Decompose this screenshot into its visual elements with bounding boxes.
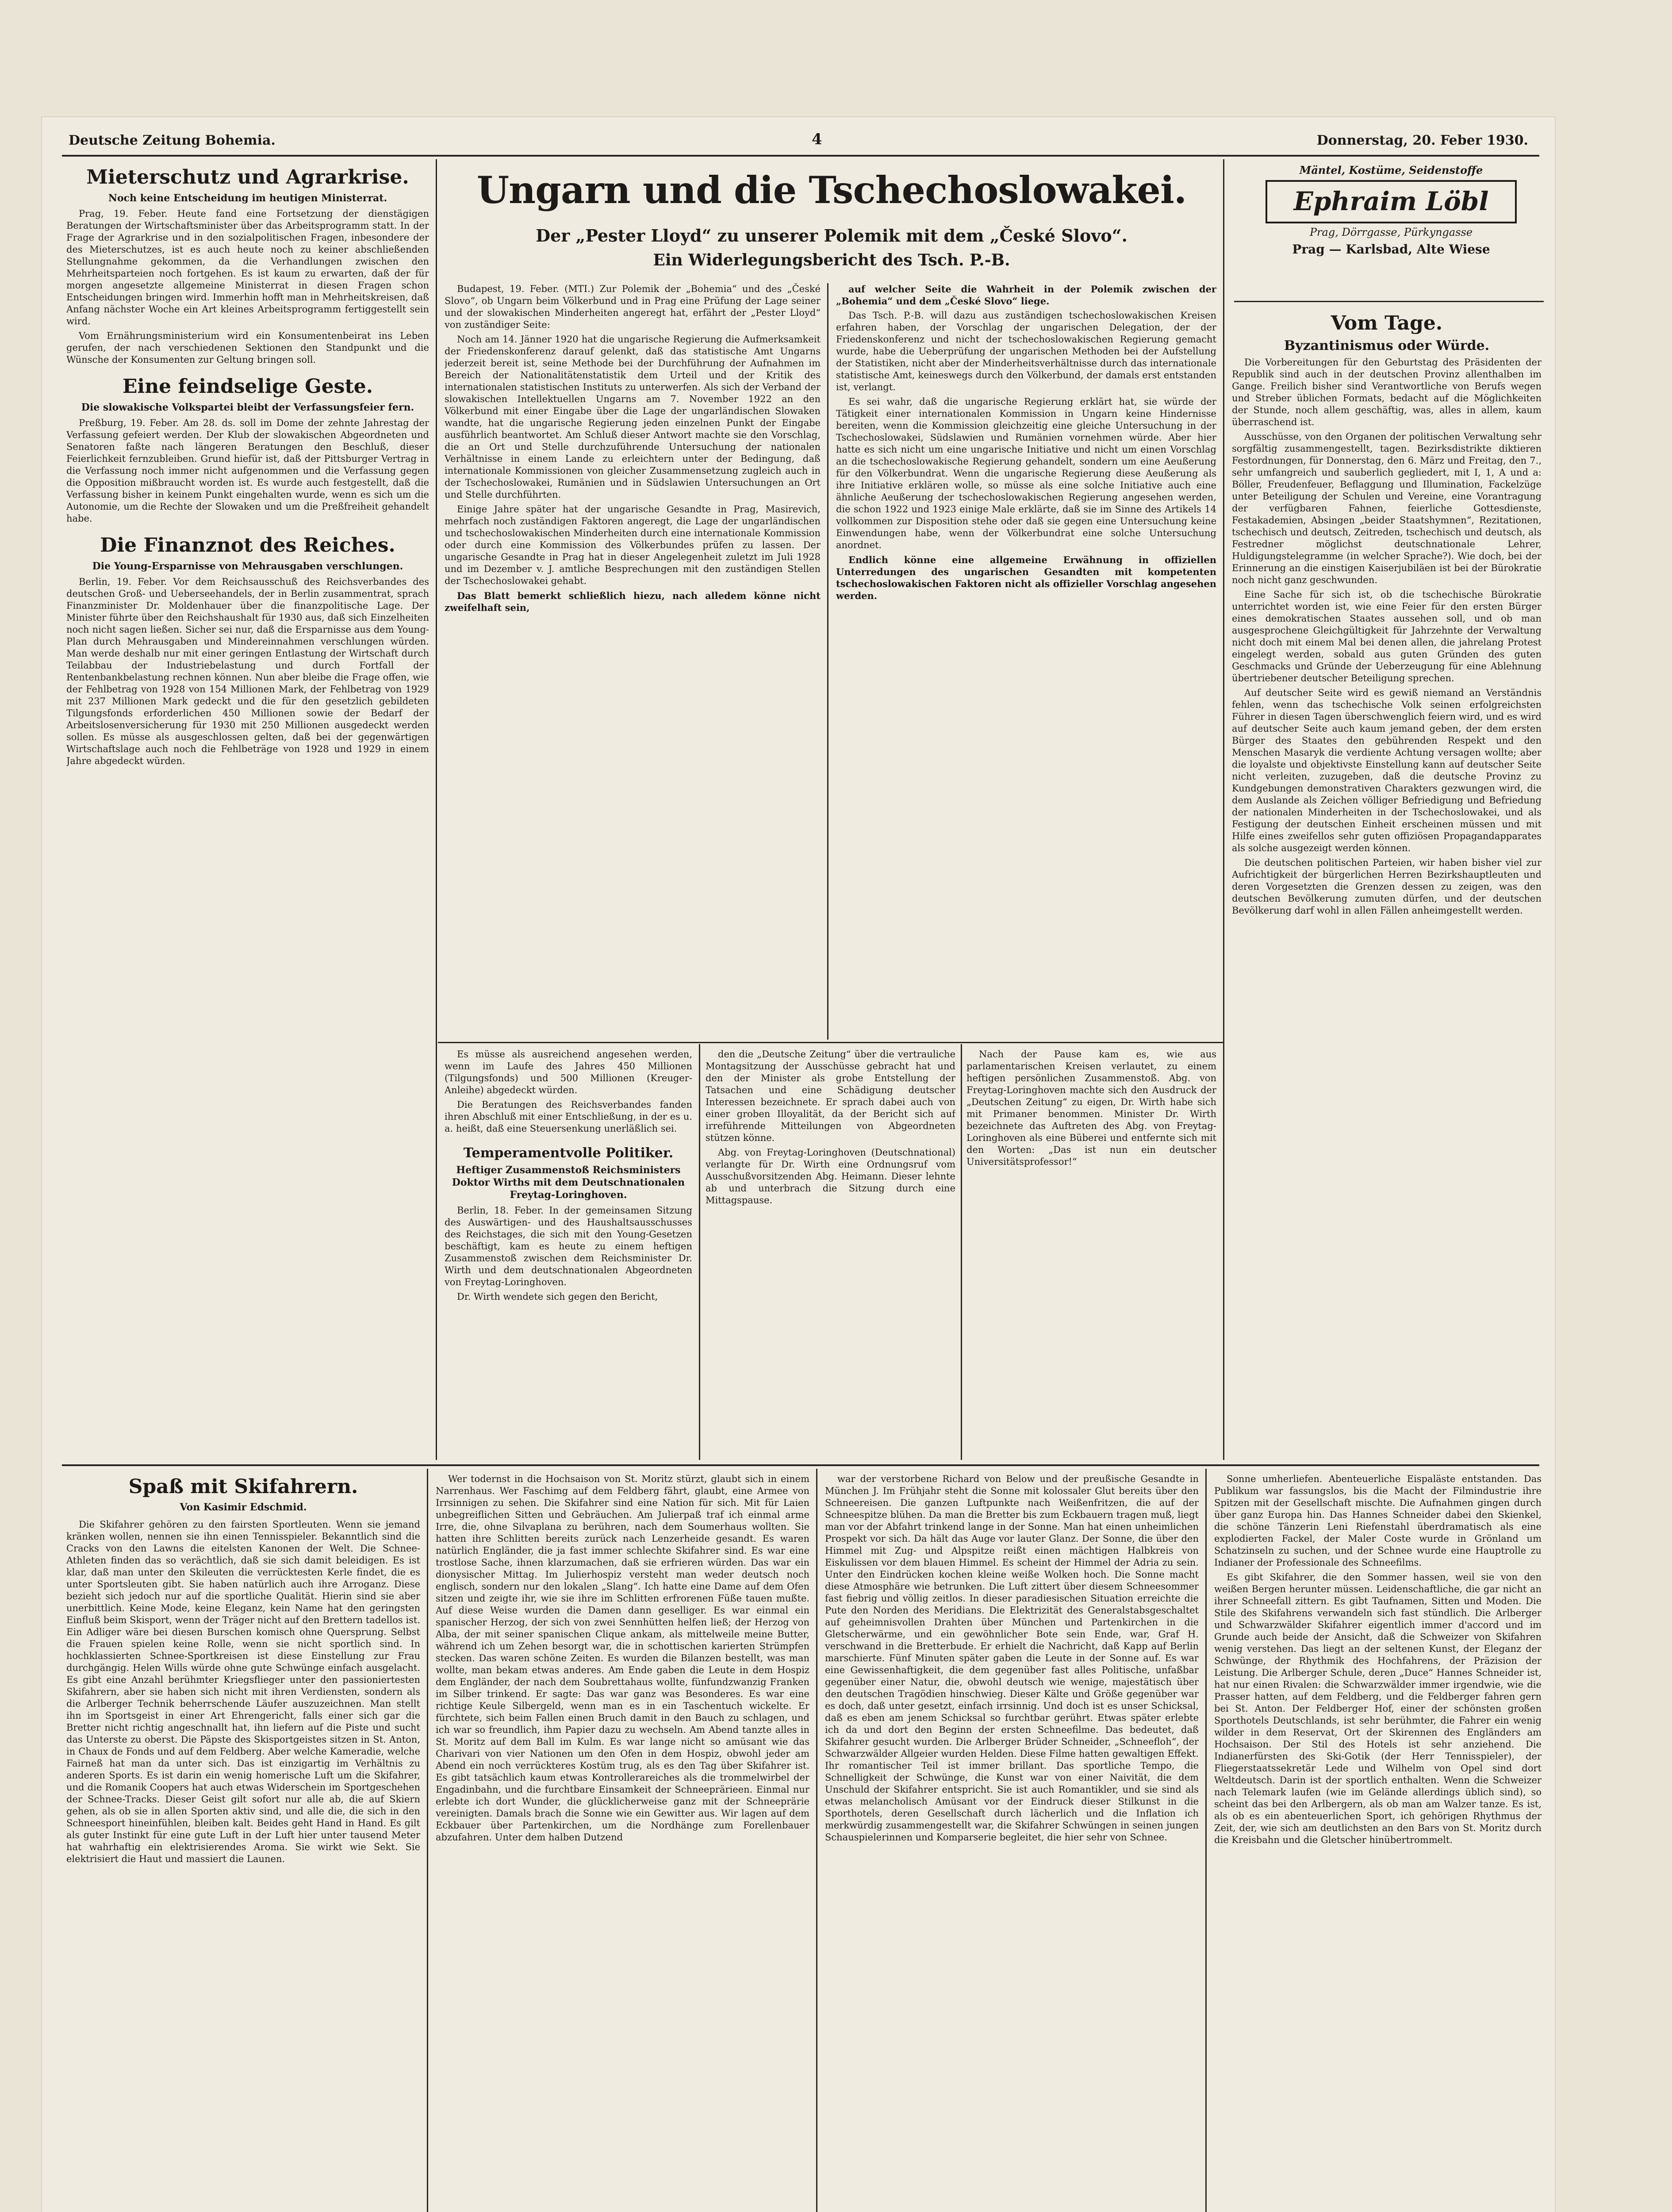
article-paragraph: Eine Sache für sich ist, ob die tschechische Bürokratie unterrichtet worden ist, wie eine Feier für den ersten Bürger eines demokratischen Staates aussehen soll, und ob man ausgesprochene Gleichgültigkeit für Jahrzehnte der Verwaltung nicht doch mit einem Mal bei denen allen, die jahrelang Protest eingelegt werden, sobald aus guten Gründen des guten Geschmacks und Gründe der Ueberzeugung für eine Ablehnung übertriebener deutscher Beteiligung sprechen. xyxy=(1232,589,1542,684)
feuilleton-column-1 xyxy=(66,1473,420,2212)
article-paragraph: Die deutschen politischen Parteien, wir haben bisher viel zur Aufrichtigkeit der bürgerlichen Herren Bezirkshauptleuten und deren Vorgesetzten die Grenzen dessen zu zeigen, was den deutschen Bevölkerung zumuten dürfen, und der deutschen Bevölkerung darf wohl in allen Fällen anheimgestellt werden. xyxy=(1232,857,1542,916)
article-paragraph: Die Skifahrer gehören zu den fairsten Sportleuten. Wenn sie jemand kränken wollen, nennen sie ihn einen Tennisspieler. Bekanntlich sind die Cracks von den Lawns die eitelsten Kanonen der Welt. Die Schnee-Athleten finden das so verächtlich, daß sie sich damit beleidigen. Es ist klar, daß man unter den Skileuten die verrücktesten Kerle findet, die es unter Sportsleuten gibt. Sie haben natürlich auch ihre Arroganz. Diese bezieht sich jedoch nur auf die sportliche Qualität. Hierin sind sie aber unerbittlich. Keine Mode, keine Eleganz, kein Name hat den geringsten Einfluß beim Skisport, wenn der Träger nicht auf den Brettern tadellos ist. Ein Adliger wäre bei diesen Burschen komisch ohne Quersprung. Selbst die Frauen spielen keine Rolle, wenn sie nicht sportlich sind. In hochklassierten Schnee-Sportkreisen ist diese Einstellung zur Frau durchgängig. Helen Wills würde ohne gute Schwünge einfach ausgelacht. Es gibt eine Anzahl berühmter Kriegsflieger unter den passioniertesten Skifahrern, aber sie haben sich nicht mit ihren Verdiensten, sondern als die Arlberger Technik beherrschende Läufer auszuzeichnen. Man stellt ihn im Sportsgeist in einer Art Ehrengericht, falls einer sich gar die Bretter nicht richtig angeschnallt hat, ihn liefern auf die Piste und sucht das Unterste zu oberst. Die Päpste des Skisportgeistes sitzen in St. Anton, in Chaux de Fonds und auf dem Feldberg. Aber welche Kameradie, welche Fairneß hat man da unter sich. Das ist einzigartig im Verhältnis zu anderen Sports. Es ist darin ein wenig homerische Luft um die Skifahrer, und die Romanik Coopers hat auch etwas Widerschein im Sportgeschehen der Schnee-Tracks. Dieser Geist gilt sofort nur alle ab, die auf Skiern gehen, als ob sie in allen Sporten aktiv sind, und alle die, die sich in den Schneesport hineinfühlen, bleiben kalt. Beides geht Hand in Hand. Es gilt als guter Instinkt für eine gute Luft in der Luft hier unter tausend Meter hat wahrhaftig ein elektrisierendes Aroma. Sie wirkt wie Sekt. Sie elektrisiert die Haut und massiert die Launen. xyxy=(66,1519,420,1864)
subhead-vom-tage: Byzantinismus oder Würde. xyxy=(1284,338,1490,353)
article-paragraph: Vom Ernährungsministerium wird ein Konsumentenbeirat ins Leben gerufen, der nach verschiedenen Sektionen den Standpunkt und die Wünsche der Konsumenten zur Geltung bringen soll. xyxy=(66,330,429,365)
mid-band-rule xyxy=(438,1042,1223,1043)
column-1 xyxy=(66,164,429,1460)
article-paragraph: Berlin, 19. Feber. Vor dem Reichsausschuß des Reichsverbandes des deutschen Groß- und Ueberseehandels, der in Berlin zusammentrat, sprach Finanzminister Dr. Moldenhauer über die finanzpolitische Lage. Der Minister führte über den Reichshaushalt für 1930 aus, daß sich Einzelheiten noch nicht sagen ließen. Sicher sei nur, daß die Ersparnisse aus dem Young-Plan durch Mehrausgaben und Mindereinnahmen verschlungen würden. Man werde deshalb nur mit einer geringen Entlastung der Wirtschaft durch Teilabbau der Industriebelastung und durch Fortfall der Rentenbankbelastung rechnen können. Nun aber bleibe die Frage offen, wie der Fehlbetrag von 1928 von 154 Millionen Mark, der Fehlbetrag von 1929 mit 237 Millionen Mark gedeckt und die für den gesetzlich gebildeten Tilgungsfonds erforderlichen 450 Millionen sowie der Bedarf der Arbeitslosenversicherung für 1930 mit 250 Millionen ausgedeckt werden sollen. Es müsse als ausgeschlossen gelten, daß bei der gegenwärtigen Wirtschaftslage auch noch die Fehlbeträge von 1928 und 1929 in einem Jahre abgedeckt würden. xyxy=(66,576,429,766)
byline: Von Kasimir Edschmid. xyxy=(180,1502,307,1513)
headline-vom-tage: Vom Tage. xyxy=(1331,312,1443,334)
article-paragraph: den die „Deutsche Zeitung“ über die vertrauliche Montagsitzung der Ausschüsse gebracht hat und den der Minister als grobe Entstellung der Tatsachen und eine Schädigung deutscher Interessen bezeichnete. Er sprach dabei auch von einer groben Illoyalität, da der Bericht sich auf irreführende Mitteilungen von Abgeordneten stützen könne. xyxy=(706,1049,955,1143)
ad-cities: Prag — Karlsbad, Alte Wiese xyxy=(1292,242,1490,257)
lead-column-left xyxy=(445,283,821,1035)
headline-spass-mit-skifahrern: Spaß mit Skifahrern. xyxy=(128,1475,358,1498)
masthead-paper-name: Deutsche Zeitung Bohemia. xyxy=(69,133,276,148)
ad-address: Prag, Dörrgasse, Pürkyngasse xyxy=(1309,226,1473,238)
article-paragraph: Abg. von Freytag-Loringhoven (Deutschnational) verlangte für Dr. Wirth eine Ordnungsruf vom Ausschußvorsitzenden Abg. Heimann. Dieser lehnte ab und unterbrach die Sitzung durch eine Mittagspause. xyxy=(706,1147,955,1206)
center-mid-rule xyxy=(827,283,828,1040)
article-paragraph: Prag, 19. Feber. Heute fand eine Fortsetzung der dienstägigen Beratungen der Wirtschaftsminister über das Arbeitsprogramm statt. In der Frage der Agrarkrise und in den sozialpolitischen Fragen, inbesondere der des Mieterschutzes, ist es auch heute noch zu keiner abschließenden Stellungnahme gekommen, da die Verhandlungen zwischen den Mehrheitsparteien noch fortgehen. Es ist kaum zu erwarten, daß der für morgen angesetzte allgemeine Ministerrat in diesen Fragen schon Entscheidungen bringen wird. Immerhin hofft man in Mehrheitskreisen, daß Anfang nächster Woche ein Art kleines Arbeitsprogramm fertiggestellt sein wird. xyxy=(66,208,429,326)
feuilleton-column-3 xyxy=(825,1473,1199,2212)
ad-rule xyxy=(1234,301,1544,302)
column-rule-2 xyxy=(1223,159,1224,1460)
bottom-col-rule-1 xyxy=(427,1469,428,2212)
article-paragraph: Berlin, 18. Feber. In der gemeinsamen Sitzung des Auswärtigen- und des Haushaltsausschusses des Reichstages, die sich mit den Young-Gesetzen beschäftigt, kam es heute zu einem heftigen Zusammenstoß zwischen dem Reichsminister Dr. Wirth und dem deutschnationalen Abgeordneten von Freytag-Loringhoven. xyxy=(445,1205,692,1287)
masthead-rule xyxy=(62,155,1539,157)
article-paragraph: Preßburg, 19. Feber. Am 28. ds. soll im Dome der zehnte Jahrestag der Verfassung gefeiert werden. Der Klub der slowakischen Abgeordneten und Senatoren faßte nach längeren Beratungen den Beschluß, dieser Feierlichkeit fernzubleiben. Grund hiefür ist, daß der Pittsburger Vertrag in die Verfassung noch immer nicht aufgenommen und die Verfassung gegen die Opposition mißbraucht worden ist. Es wurde auch festgestellt, daß die Verfassung bisher in keinem Punkt eingehalten wurde, wenn es sich um die Autonomie, um die Rechte der Slowaken und um die Preßfreiheit gehandelt habe. xyxy=(66,418,429,524)
article-paragraph: Das Tsch. P.-B. will dazu aus zuständigen tschechoslowakischen Kreisen erfahren haben, der Vorschlag der ungarischen Delegation, der der Friedenskonferenz und nicht der tschechoslowakischen Regierung gemacht wurde, habe die Ueberprüfung der ungarischen Methoden bei der Aufstellung der Statistiken, nicht aber der Minderheitsverhältnisse durch das internationale statistische Amt, keineswegs durch den Völkerbund, der damals erst entstanden ist, verlangt. xyxy=(836,310,1216,392)
ad-tagline: Mäntel, Kostüme, Seidenstoffe xyxy=(1299,164,1483,177)
bottom-band-rule xyxy=(62,1464,1539,1466)
article-paragraph: Auf deutscher Seite wird es gewiß niemand an Verständnis fehlen, wenn das tschechische Volk seinen erfolgreichsten Führer in diesen Tagen überschwenglich feiern wird, und es wird auf deutscher Seite auch kaum jemand geben, der dem ersten Bürger des Staates den gebührenden Respekt und den Menschen Masaryk die verdiente Achtung versagen wollte; aber die loyalste und objektivste Einstellung kann auf deutscher Seite nicht verleiten, zuzugeben, daß die deutsche Provinz zu Kundgebungen demonstrativen Charakters gezwungen wird, die dem Auslande als Zeichen völliger Befriedigung und Befriedung der nationalen Minderheiten in der Tschechoslowakei, und als Festigung der deutschen Einheit erscheinen müssen und mit Hilfe eines zweifellos sehr guten offiziösen Propagandapparates als solche ausgezeigt werden können. xyxy=(1232,687,1542,853)
subhead-temperamentvolle-politiker: Heftiger Zusammenstoß Reichsministers Doktor Wirths mit dem Deutschnationalen Freytag-Loringhoven. xyxy=(452,1164,685,1201)
page-number: 4 xyxy=(812,131,822,148)
article-paragraph: Endlich könne eine allgemeine Erwähnung in offiziellen Unterredungen des ungarischen Gesandten mit kompetenten tschechoslowakischen Faktoren nicht als offizieller Vorschlag angesehen werden. xyxy=(836,554,1216,601)
masthead xyxy=(42,128,1555,155)
mid-band-col-rule-b xyxy=(961,1044,962,1460)
ad-logo: Ephraim Löbl xyxy=(1266,180,1517,223)
article-paragraph: auf welcher Seite die Wahrheit in der Polemik zwischen der „Bohemia“ und dem „České Slovo“ liege. xyxy=(836,284,1216,307)
article-paragraph: Einige Jahre später hat der ungarische Gesandte in Prag, Masirevich, mehrfach noch zuständigen Faktoren angeregt, die Lage der ungarländischen und tschechoslowakischen Minderheiten durch eine internationale Kommission oder durch eine Kommission des Völkerbundes prüfen zu lassen. Der ungarische Gesandte in Prag hat in dieser Angelegenheit zuletzt im Juli 1928 und im Dezember v. J. amtliche Besprechungen mit den zuständigen Stellen der Tschechoslowakei gehabt. xyxy=(445,504,821,586)
subhead-finanznot: Die Young-Ersparnisse von Mehrausgaben verschlungen. xyxy=(92,561,403,572)
headline-finanznot: Die Finanznot des Reiches. xyxy=(100,534,395,557)
masthead-date: Donnerstag, 20. Feber 1930. xyxy=(1316,133,1528,148)
article-paragraph: Noch am 14. Jänner 1920 hat die ungarische Regierung die Aufmerksamkeit der Friedenskonferenz darauf gelenkt, daß das statistische Amt Ungarns jederzeit bereit ist, seine Methode bei der Durchführung der Aufnahmen im Bereich der Nationalitätenstatistik dem Urteil und der Kritik des internationalen statistischen Instituts zu unterwerfen. Als sich der Verband der slowakischen Intellektuellen Ungarns am 7. November 1922 an den Völkerbund mit einer Eingabe über die Lage der ungarländischen Slowaken wandte, hat die ungarische Regierung jeden einzelnen Punkt der Eingabe ausführlich beantwortet. Am Schluß dieser Antwort machte sie den Vorschlag, die an Ort und Stelle durchzuführende Untersuchung der nationalen Verhältnisse in einem Lande zu erleichtern unter der Bedingung, daß internationale Kommissionen von gleicher Zusammensetzung zugleich auch in der Tschechoslowakei, Rumänien und in Südslawien Untersuchungen an Ort und Stelle durchführten. xyxy=(445,334,821,500)
article-paragraph: war der verstorbene Richard von Below und der preußische Gesandte in München J. Im Frühjahr steht die Sonne mit kolossaler Glut bereits über den Schneereisen. Die ganzen Luftpunkte nach Weißenfritzen, die auf der Schneespitze blühen. Da man die Bretter bis zum Eckbauern tragen muß, liegt man vor der Abfahrt trinkend lange in der Sonne. Man hat einen unheimlichen Prospekt vor sich. Da hält das Auge vor lauter Glanz. Der Sonne, die über den Himmel mit Zug- und Alpspitze reißt einen mächtigen Halbkreis von Eiskulissen vor dem blauen Himmel. Es scheint der Himmel der Adria zu sein. Unter den Eindrücken kochen kleine weiße Wolken hoch. Die Sonne macht diese Atmosphäre wie betrunken. Die Luft zittert über diesem Schneesommer fast fiebrig und völlig zeitlos. In dieser paradiesischen Situation erreichte die Pute den Norden des Meridians. Die Elektrizität des Generalstabsgeschaltet auf geheimnisvollen Drahten über München und Partenkirchen in die Gletscherwärme, und ein gewöhnlicher Bote sein Ende, war, Graf H. verschwand in die Bretterbude. Er erhielt die Nachricht, daß Kapp auf Berlin marschierte. Fünf Minuten später gaben die Leute in der Sonne auf. Es war eine Gewissenhaftigkeit, die dem gegenüber fast alles Politische, unfaßbar gegenüber einer Natur, die, obwohl deutsch wie wenige, majestätisch über den deutschen Tragödien hinschwieg. Dieser Kälte und Größe gegenüber war es doch, daß unter gesetzt, einfach irrsinnig. Und doch ist es unser Schicksal, daß es eben am jenem Schicksal so furchtbar gerührt. Etwas später erlebte ich da und dort den Beginn der ersten Schneefilme. Das bedeutet, daß Skifahrer gesucht wurden. Die Arlberger Brüder Schneider, „Schneefloh“, der Schwarzwälder Allgeier wurden Helden. Diese Filme hatten gewaltigen Effekt. Ihr romantischer Teil ist immer brillant. Das sportliche Tempo, die Schnelligkeit der Schwünge, die Kunst war von einer Naivität, die dem Unschuld der Skifahrer entspricht. Sie ist auch Romantikler, und sie sind als etwas melancholisch Amüsant vor der Eindruck dieser Stilkunst in die Sporthotels, deren Gesellschaft durch lächerlich und die Inflation ich merkwürdig zusammengestellt war, die Skifahrer Schwüngen in seinen jungen Schauspielerinnen und Komparserie begleitet, die hier sehr von Schnee. xyxy=(825,1474,1199,1843)
lead-headline: Ungarn und die Tschechoslowakei. xyxy=(476,168,1187,212)
mid-band-col-rule-a xyxy=(699,1044,700,1460)
bottom-col-rule-3 xyxy=(1205,1469,1207,2212)
article-paragraph: Die Vorbereitungen für den Geburtstag des Präsidenten der Republik sind auch in der deutschen Provinz allenthalben im Gange. Freilich bisher sind Verantwortliche von Berufs wegen und Streber üblichen Formats, bedacht auf die Möglichkeiten der Stunde, noch allem geschäftig, was, alles in allem, kaum überraschend ist. xyxy=(1232,357,1542,427)
article-paragraph: Es sei wahr, daß die ungarische Regierung erklärt hat, sie würde der Tätigkeit einer internationalen Kommission in Ungarn keine Hindernisse bereiten, wenn die Kommission gleichzeitig eine gleiche Untersuchung in der Tschechoslowakei, Südslawien und Rumänien vornehmen würde. Aber hier hatte es sich nicht um eine ungarische Initiative und nicht um einen Vorschlag an die tschechoslowakische Regierung gehandelt, sondern um eine Aeußerung für den Völkerbundrat. Wenn die ungarische Regierung diese Aeußerung als ihre Initiative erklären wolle, so müsse als eine solche Initiative auch eine ähnliche Aeußerung der tschechoslowakischen Regierung angesehen werden, die schon 1922 und 1923 einige Male erklärte, daß sie im Sinne des Artikels 14 vollkommen zur Disposition stehe oder daß sie gegen eine Untersuchung keine Einwendungen habe, wenn der Völkerbundrat eine solche Untersuchung anordnet. xyxy=(836,396,1216,550)
mid-column-3 xyxy=(966,1048,1216,1460)
lead-subheadline-1: Der „Pester Lloyd“ zu unserer Polemik mit dem „České Slovo“. xyxy=(536,226,1127,246)
article-paragraph: Dr. Wirth wendete sich gegen den Bericht, xyxy=(457,1291,658,1302)
article-paragraph: Es müsse als ausreichend angesehen werden, wenn im Laufe des Jahres 450 Millionen (Tilgungsfonds) und 500 Millionen (Kreuger-Anleihe) abgedeckt würden. xyxy=(445,1049,692,1095)
article-paragraph: Nach der Pause kam es, wie aus parlamentarischen Kreisen verlautet, zu einem heftigen persönlichen Zusammenstoß. Abg. von Freytag-Loringhoven machte sich den Ausdruck der „Deutschen Zeitung“ zu eigen, Dr. Wirth habe sich mit Primaner benommen. Minister Dr. Wirth bezeichnete das Auftreten des Abg. von Freytag-Loringhoven als eine Büberei und entfernte sich mit den Worten: „Das ist nun ein deutscher Universitätsprofessor!“ xyxy=(966,1049,1216,1167)
article-paragraph: Sonne umherliefen. Abenteuerliche Eispaläste entstanden. Das Publikum war fassungslos, bis die Macht der Filmindustrie ihre Spitzen mit der Gesellschaft mischte. Die Aufnahmen gingen durch über ganz Europa hin. Das Hannes Schneider dabei den Skienkel, die schöne Tänzerin Leni Riefenstahl überdramatisch als eine explodierten Fackel, der Maler Coste wurde in Grönland um Schatzinseln zu suchen, und der Schnee wurde eine Hauptrolle zu Indianer der Professionale des Schneefilms. xyxy=(1214,1474,1542,1568)
column-rule-1 xyxy=(436,159,437,1460)
article-paragraph: Budapest, 19. Feber. (MTI.) Zur Polemik der „Bohemia“ und des „České Slovo“, ob Ungarn beim Völkerbund und in Prag eine Prüfung der Lage seiner und der slowakischen Minderheiten angeregt hat, erfährt der „Pester Lloyd“ von zuständiger Seite: xyxy=(445,284,821,330)
article-paragraph: Ausschüsse, von den Organen der politischen Verwaltung sehr sorgfältig zusammengestellt, tagen. Bezirksdistrikte diktieren Festordnungen, für Donnerstag, den 6. März und Freitag, den 7., sehr umfangreich und sauberlich gegliedert, mit I, 1, A und a: Böller, Freudenfeuer, Beflaggung und Illumination, Fackelzüge unter Beteiligung der Schulen und Vereine, eine Vorantragung der verfügbaren Fahnen, feierliche Gottesdienste, Festakademien, Absingen „beider Staatshymnen“, Rezitationen, tschechisch und deutsch, Zeitreden, tschechisch und deutsch, als Festredner möglichst deutschnationale Lehrer, Huldigungstelegramme (in welcher Sprache?). Wie doch, bei der Erinnerung an die einstigen Kaiserjubiläen ist bei der Bürokratie noch nicht ganz geschwunden. xyxy=(1232,431,1542,585)
headline-feindselige-geste: Eine feindselige Geste. xyxy=(122,375,373,398)
mid-column-2 xyxy=(706,1048,955,1460)
feuilleton-column-4 xyxy=(1214,1473,1542,2212)
mid-column-1 xyxy=(445,1048,692,1460)
subhead-feindselige-geste: Die slowakische Volkspartei bleibt der Verfassungsfeier fern. xyxy=(81,402,414,413)
column-right xyxy=(1232,310,1542,1460)
subhead-mieterschutz: Noch keine Entscheidung im heutigen Ministerrat. xyxy=(108,192,387,204)
feuilleton-column-2 xyxy=(436,1473,809,2212)
article-paragraph: Die Beratungen des Reichsverbandes fanden ihren Abschluß mit einer Entschließung, in der es u. a. heißt, daß eine Steuersenkung unerläßlich sei. xyxy=(445,1099,692,1134)
lead-column-right xyxy=(836,283,1216,1035)
headline-mieterschutz: Mieterschutz und Agrarkrise. xyxy=(86,166,409,188)
headline-temperamentvolle-politiker: Temperamentvolle Politiker. xyxy=(463,1145,674,1161)
article-paragraph: Wer todernst in die Hochsaison von St. Moritz stürzt, glaubt sich in einem Narrenhaus. Wer Faschimg auf dem Feldberg fährt, glaubt, eine Armee von Irrsinnigen zu sehen. Die Skifahrer sind eine Nation für sich. Mit für Laien unbegreiflichen Sitten und Gebräuchen. Am Julierpaß traf ich einmal arme Irre, die, ohne Silvaplana zu berühren, nach dem Soumerhaus wollten. Sie hatten ihre Schlitten bereits zurück nach Lenzerheide gesandt. Es waren natürlich Engländer, die ja fast immer schlechte Skifahrer sind. Es war eine trostlose Sache, ihnen klarzumachen, daß sie erfrieren würden. Das war ein dionysischer Mittag. Im Julierhospiz versteht man weder deutsch noch englisch, sondern nur den lokalen „Slang“. Ich hatte eine Dame auf dem Ofen sitzen und zeigte ihr, wie sie ihre im Schlitten erfrorenen Füße tauen mußte. Auf diese Weise wurden die Damen dann geselliger. Es war einmal ein spanischer Herzog, der sich von zwei Sennhütten helfen ließ; der Herzog von Alba, der mit seiner spanischen Clique ankam, als mittelweile meine Butter, während ich um Zehen besorgt war, die in schottischen karierten Strümpfen stecken. Das waren schöne Zeiten. Es wurden die Bilanzen bestellt, was man wollte, man bekam etwas anderes. Am Ende gaben die Leute in dem Hospiz dem Engländer, der nach dem Soubrettahaus wollte, fünfundzwanzig Franken im Silber trinkend. Er sagte: Das war ganz was Besonderes. Es war eine richtige Keule Silbergeld, wenn man es in ein Taschentuch wickelte. Er fürchtete, sich beim Fallen einen Bruch damit in den Bauch zu schlagen, und ich war so freundlich, ihm Papier dazu zu wechseln. Am Abend tanzte alles in St. Moritz auf dem Ball im Kulm. Es war lange nicht so amüsant wie das Charivari von vier Nationen um den Ofen in dem Hospiz, obwohl jeder am Abend ein noch verrückteres Kostüm trug, als es den Tag über Skifahrer ist. Es gibt tatsächlich kaum etwas Kontrollerareiches als die trommelwirbel der Engadinbahn, und die furchtbare Einsamkeit der Schneeprärieen. Einmal nur erlebte ich dort Wunder, die glücklicherweise ganz mit der Schneeprärie vereinigten. Damals brach die Sonne wie ein Gewitter aus. Wir lagen auf dem Eckbauer über Partenkirchen, um die Nordhänge zum Forellenbauer abzufahren. Unter dem halben Dutzend xyxy=(436,1474,809,1843)
article-paragraph: Es gibt Skifahrer, die den Sommer hassen, weil sie von den weißen Bergen herunter müssen. Leidenschaftliche, die gar nicht an ihrer Schneefall zittern. Es gibt Taufnamen, Sitten und Moden. Die Stile des Skifahrens verwandeln sich fast stündlich. Die Arlberger und Schwarzwälder Skifahrer eigentlich immer d'accord und im Grunde auch beide der Ansicht, daß die Schweizer von Skifahren wenig verstehen. Das liegt an der seltenen Kunst, der Eleganz der Schwünge, der Rhythmik des Hochfahrens, der Präzision der Leistung. Die Arlberger Schule, deren „Duce“ Hannes Schneider ist, hat nur einen Rivalen: die Schwarzwälder immer irgendwie, wie die Prasser hatten, auf dem Feldberg, und die Feldberger fahren gern bei St. Anton. Der Feldberger Hof, einer der schönsten großen Sporthotels Deutschlands, ist sehr berühmter, die Fahrer ein wenig wilder in dem Reservat, Ort der Skirennen des Engländers am Hochsaison. Der Stil des Hotels ist sehr anziehend. Die Indianerfürsten des Ski-Gotik (der Herr Tennisspieler), der Fliegerstaatssekretär Lede und Wilhelm von Opel sind dort Weltdeutsch. Darin ist der sportlich enthalten. Wenn die Schweizer nach Telemark laufen (wie im Gelände allerdings üblich sind), so scheint das bei den Arlbergern, als ob man am Walzer tanze. Es ist, als ob es ein abenteuerlichen Sport, ich gehörigen Rhythmus der Zeit, der, wie sich am deutlichsten an den Bars von St. Moritz durch die Kreisbahn und die Gletscher hinübertrommelt. xyxy=(1214,1572,1542,1845)
advertisement xyxy=(1236,164,1546,296)
bottom-col-rule-2 xyxy=(816,1469,817,2212)
article-paragraph: Das Blatt bemerkt schließlich hiezu, nach alledem könne nicht zweifelhaft sein, xyxy=(445,590,821,613)
lead-subheadline-2: Ein Widerlegungsbericht des Tsch. P.-B. xyxy=(653,251,1010,269)
